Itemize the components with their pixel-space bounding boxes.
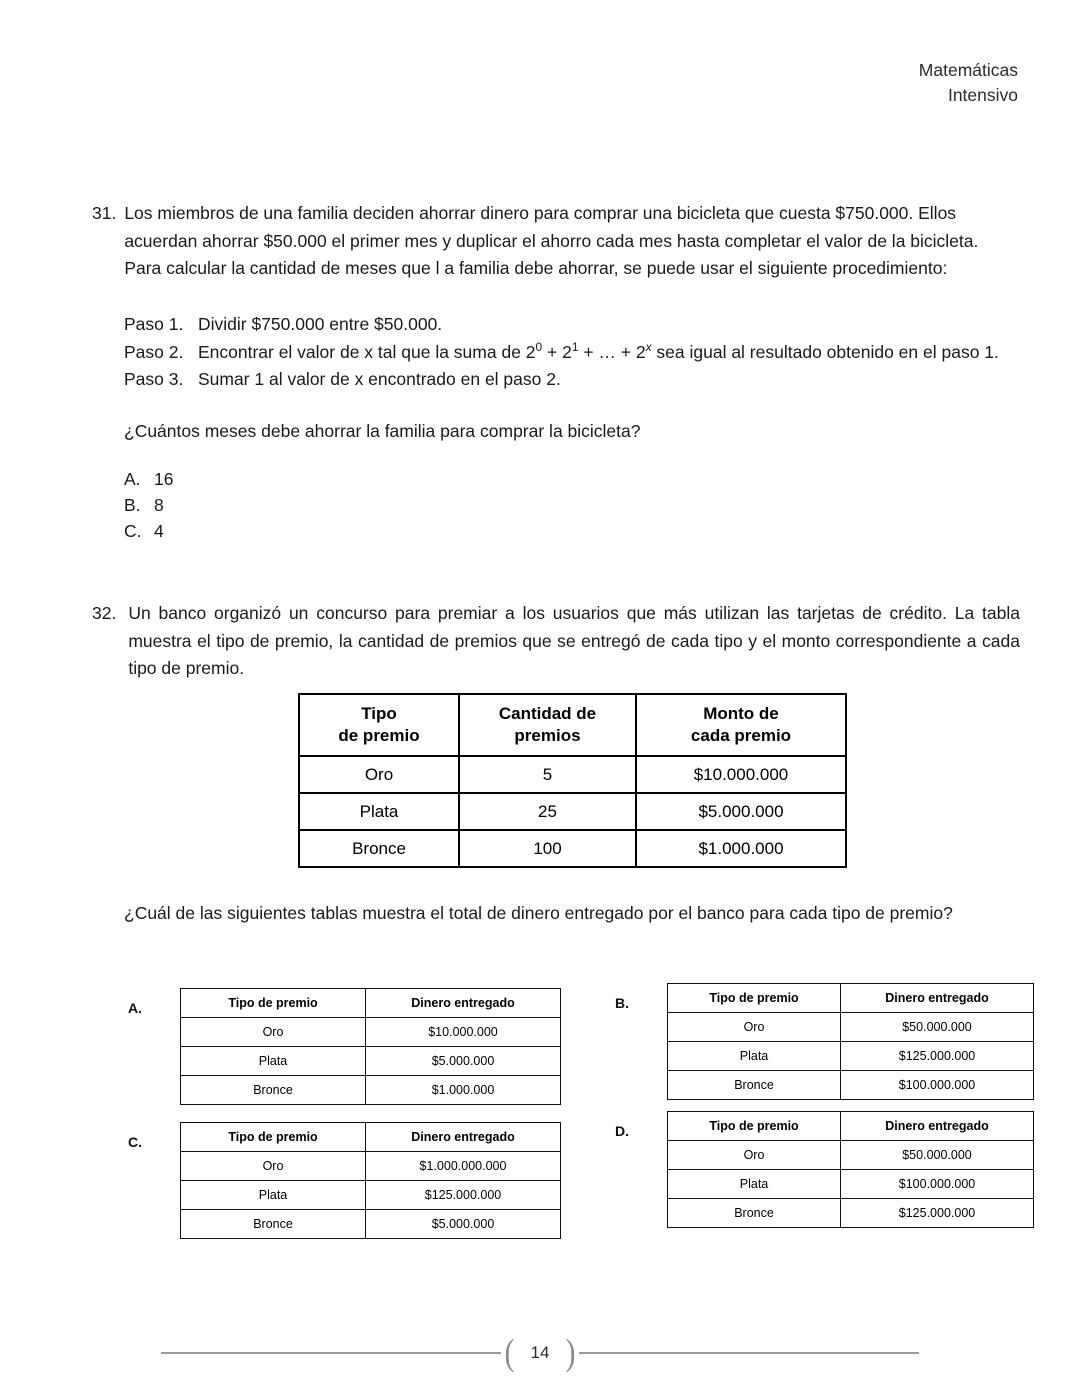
header-dinero-entregado: Dinero entregado <box>366 1123 561 1152</box>
cell-monto: $1.000.000 <box>636 830 846 867</box>
table-header-row <box>668 1112 1034 1141</box>
table-row <box>668 1042 1034 1071</box>
option-d-table <box>667 1111 1034 1228</box>
step-1-text: Dividir $750.000 entre $50.000. <box>197 314 443 334</box>
question-32-option-c[interactable] <box>128 1122 561 1239</box>
step-2-text-d: sea igual al resultado obtenido en el paso 1. <box>651 341 999 362</box>
option-a-letter: A. <box>128 1000 142 1016</box>
question-32-option-b[interactable] <box>615 983 1034 1100</box>
question-32-text: Un banco organizó un concurso para premiar a los usuarios que más utilizan las tarjetas de crédito. La tabla muestra el tipo de premio, la cantidad de premios que se entregó de cada tipo y el monto correspondiente a cada tipo de premio. <box>128 603 1020 678</box>
brace-left-icon: ( <box>504 1331 515 1373</box>
option-a-value: 16 <box>154 469 174 489</box>
cell-dinero: $1.000.000 <box>366 1076 561 1105</box>
option-d-letter: D. <box>615 1123 629 1139</box>
cell-monto: $10.000.000 <box>636 756 846 793</box>
header-subject-line: Matemáticas <box>918 60 1018 80</box>
table-row <box>299 830 846 867</box>
cell-tipo: Bronce <box>668 1199 841 1228</box>
step-2-text-b: + 2 <box>542 341 572 362</box>
question-32-option-a[interactable] <box>128 988 561 1105</box>
procedure-step-1 <box>124 311 1020 339</box>
cell-tipo: Oro <box>181 1018 366 1047</box>
prizes-main-table <box>298 693 847 868</box>
question-31-number: 31. <box>92 203 117 223</box>
table-row <box>668 1170 1034 1199</box>
option-c-letter: C. <box>124 521 142 541</box>
table-row <box>181 1047 561 1076</box>
cell-dinero: $100.000.000 <box>841 1071 1034 1100</box>
cell-tipo: Bronce <box>299 830 459 867</box>
footer-rule-left <box>161 1352 501 1354</box>
option-c-letter: C. <box>128 1134 142 1150</box>
cell-tipo: Plata <box>668 1170 841 1199</box>
cell-dinero: $125.000.000 <box>841 1199 1034 1228</box>
question-31-procedure <box>124 311 1020 394</box>
header-monto-line2: cada premio <box>690 726 792 745</box>
cell-dinero: $10.000.000 <box>366 1018 561 1047</box>
cell-dinero: $100.000.000 <box>841 1170 1034 1199</box>
header-cantidad-line1: Cantidad de <box>498 704 597 723</box>
cell-tipo: Plata <box>181 1181 366 1210</box>
question-31-options <box>124 466 173 544</box>
step-3-text: Sumar 1 al valor de x encontrado en el paso 2. <box>197 369 561 389</box>
question-32 <box>92 600 1020 683</box>
cell-monto: $5.000.000 <box>636 793 846 830</box>
header-tipo-de-premio: Tipo de premio <box>181 989 366 1018</box>
cell-tipo: Oro <box>299 756 459 793</box>
table-row <box>668 1071 1034 1100</box>
table-header-row <box>668 984 1034 1013</box>
header-tipo-line2: de premio <box>338 726 420 745</box>
cell-dinero: $50.000.000 <box>841 1013 1034 1042</box>
brace-right-icon: ) <box>565 1331 576 1373</box>
header-monto-line1: Monto de <box>703 704 779 723</box>
cell-dinero: $5.000.000 <box>366 1210 561 1239</box>
cell-tipo: Oro <box>668 1141 841 1170</box>
option-c-value: 4 <box>154 521 164 541</box>
table-row <box>668 1013 1034 1042</box>
table-header-row <box>181 989 561 1018</box>
step-1-label: Paso 1. <box>124 314 184 334</box>
cell-tipo: Oro <box>668 1013 841 1042</box>
table-row <box>299 793 846 830</box>
table-row <box>181 1210 561 1239</box>
header-dinero-entregado: Dinero entregado <box>841 984 1034 1013</box>
page-number: 14 <box>530 1343 550 1362</box>
step-2-exponent-1: 1 <box>571 339 579 354</box>
header-cantidad-de-premios <box>459 694 636 756</box>
cell-tipo: Bronce <box>181 1210 366 1239</box>
cell-dinero: $125.000.000 <box>841 1042 1034 1071</box>
table-row <box>668 1141 1034 1170</box>
cell-cantidad: 25 <box>459 793 636 830</box>
cell-dinero: $1.000.000.000 <box>366 1152 561 1181</box>
prizes-main-table-wrapper <box>298 693 847 868</box>
option-a-table <box>180 988 561 1105</box>
header-dinero-entregado: Dinero entregado <box>366 989 561 1018</box>
table-row <box>181 1076 561 1105</box>
cell-tipo: Plata <box>299 793 459 830</box>
question-31-option-b[interactable] <box>124 492 173 518</box>
question-32-prompt: ¿Cuál de las siguientes tablas muestra el total de dinero entregado por el banco para cada tipo de premio? <box>124 903 953 923</box>
table-header-row <box>181 1123 561 1152</box>
page-footer <box>0 1331 1080 1373</box>
question-31-text: Los miembros de una familia deciden ahorrar dinero para comprar una bicicleta que cuesta $750.000. Ellos acuerdan ahorrar $50.000 el primer mes y duplicar el ahorro cada mes hasta completar el valor de la bicicleta. Para calcular la cantidad de meses que l a familia debe ahorrar, se puede usar el siguiente procedimiento: <box>124 203 979 278</box>
header-tipo-de-premio: Tipo de premio <box>181 1123 366 1152</box>
page-header <box>919 58 1018 108</box>
header-tipo-line1: Tipo <box>361 704 397 723</box>
question-31-option-c[interactable] <box>124 518 173 544</box>
cell-tipo: Plata <box>181 1047 366 1076</box>
option-b-letter: B. <box>615 995 629 1011</box>
step-3-label: Paso 3. <box>124 369 184 389</box>
header-tipo-de-premio: Tipo de premio <box>668 1112 841 1141</box>
header-dinero-entregado: Dinero entregado <box>841 1112 1034 1141</box>
cell-tipo: Oro <box>181 1152 366 1181</box>
option-b-table <box>667 983 1034 1100</box>
option-b-letter: B. <box>124 495 141 515</box>
cell-tipo: Plata <box>668 1042 841 1071</box>
step-2-exponent-x: x <box>645 339 652 354</box>
header-tipo-de-premio <box>299 694 459 756</box>
table-row <box>181 1181 561 1210</box>
cell-cantidad: 100 <box>459 830 636 867</box>
step-2-text-a: Encontrar el valor de x tal que la suma de 2 <box>197 341 536 362</box>
footer-rule-right <box>579 1352 919 1354</box>
step-2-text-c: + … + 2 <box>578 341 646 362</box>
procedure-step-3 <box>124 366 1020 394</box>
footer-page-badge <box>501 1331 580 1373</box>
table-header-row <box>299 694 846 756</box>
option-b-value: 8 <box>154 495 164 515</box>
question-32-number: 32. <box>92 603 117 623</box>
header-cantidad-line2: premios <box>514 726 581 745</box>
table-row <box>299 756 846 793</box>
step-2-exponent-0: 0 <box>535 339 543 354</box>
option-c-table <box>180 1122 561 1239</box>
table-row <box>181 1018 561 1047</box>
step-2-label: Paso 2. <box>124 341 184 362</box>
procedure-step-2 <box>124 339 1020 367</box>
cell-cantidad: 5 <box>459 756 636 793</box>
question-32-option-d[interactable] <box>615 1111 1034 1228</box>
cell-tipo: Bronce <box>181 1076 366 1105</box>
header-tipo-de-premio: Tipo de premio <box>668 984 841 1013</box>
cell-tipo: Bronce <box>668 1071 841 1100</box>
cell-dinero: $50.000.000 <box>841 1141 1034 1170</box>
cell-dinero: $125.000.000 <box>366 1181 561 1210</box>
header-monto-cada-premio <box>636 694 846 756</box>
table-row <box>181 1152 561 1181</box>
option-a-letter: A. <box>124 469 141 489</box>
header-program-line: Intensivo <box>947 85 1018 105</box>
question-31 <box>92 200 1020 283</box>
question-31-prompt: ¿Cuántos meses debe ahorrar la familia para comprar la bicicleta? <box>124 421 641 441</box>
table-row <box>668 1199 1034 1228</box>
cell-dinero: $5.000.000 <box>366 1047 561 1076</box>
question-31-option-a[interactable] <box>124 466 173 492</box>
